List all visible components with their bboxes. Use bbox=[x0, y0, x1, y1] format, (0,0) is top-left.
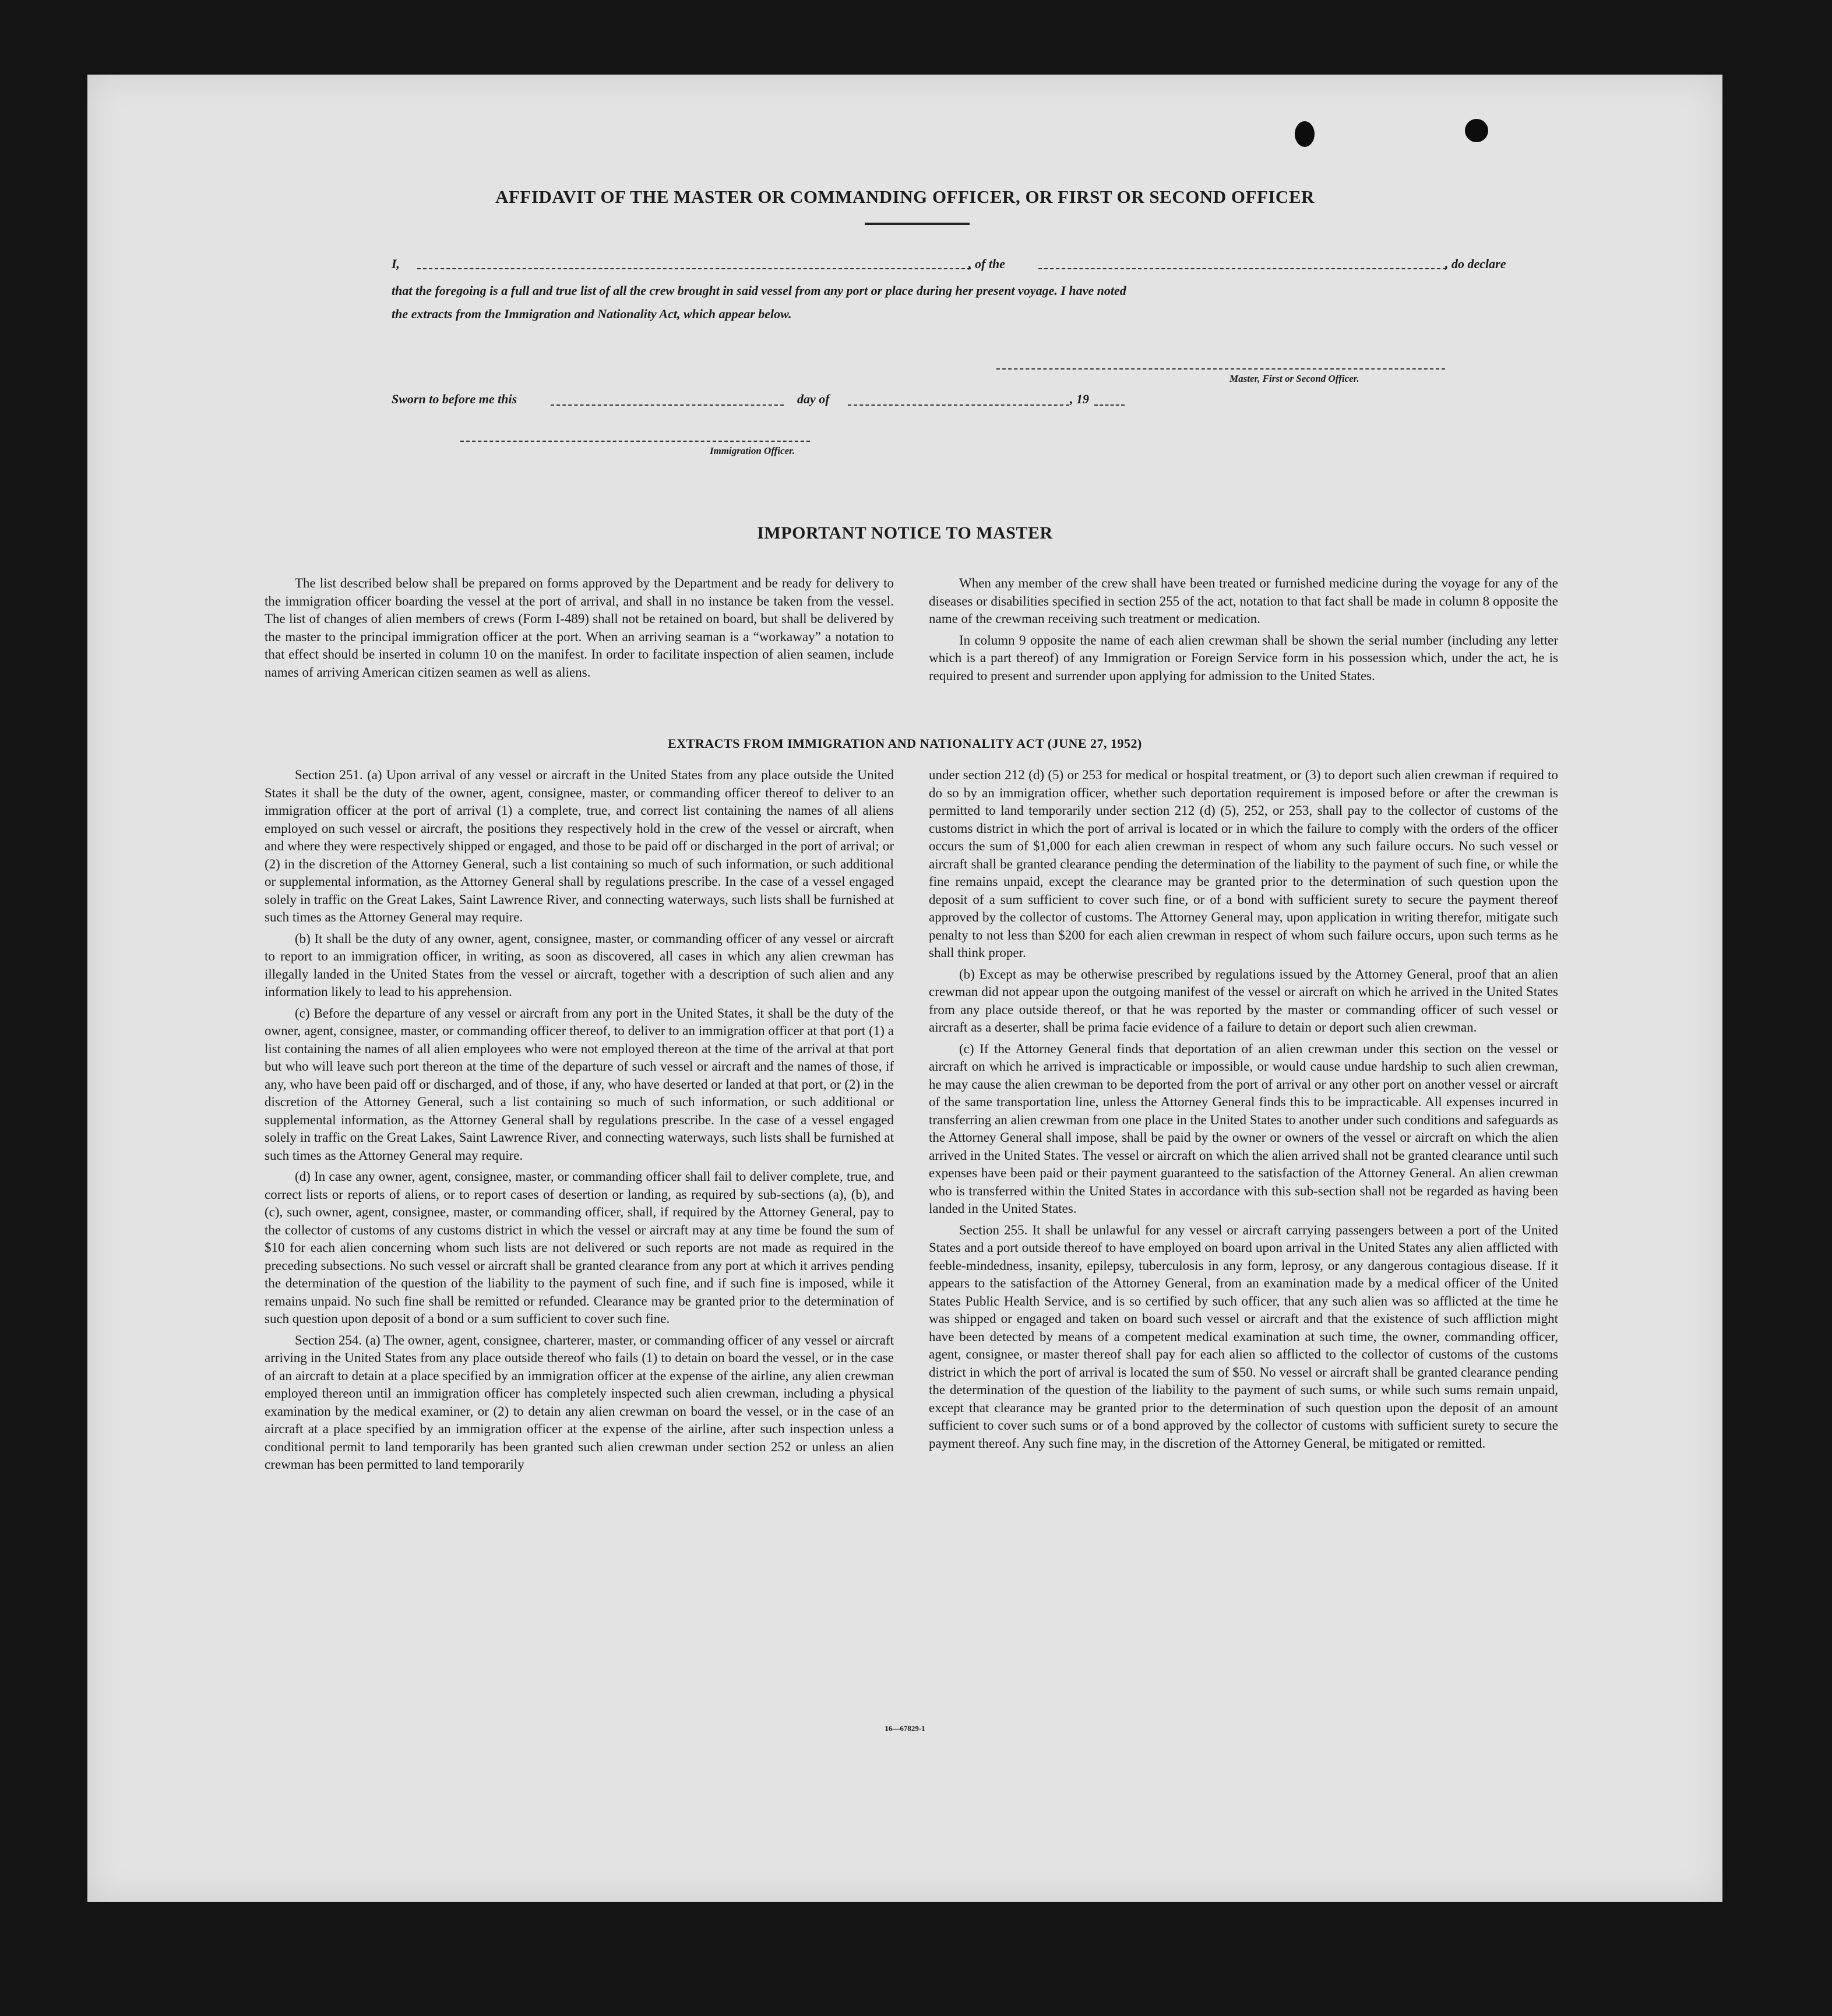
section-paragraph: (c) Before the departure of any vessel or aircraft from any port in the United States, it shall be the duty of the owner, agent, consignee, master, or commanding officer thereof, to deliver to an immigration officer at that port (1) a list containing the names of all alien employees who were not employed thereon at the time of the arrival at that port but who will leave such port thereon at the time of the departure of such vessel or aircraft and the names of those, if any, who have been paid off or discharged, and of those, if any, who have deserted or landed at that port, or (2) in the discretion of the Attorney General, such a list containing so much of such information, or such additional or supplemental information, as the Attorney General shall by regulations prescribe. In the case of a vessel engaged solely in traffic on the Great Lakes, Saint Lawrence River, and connecting waterways, such lists shall be furnished at such times as the Attorney General may require. bbox=[265, 1005, 894, 1163]
notice-title: IMPORTANT NOTICE TO MASTER bbox=[757, 523, 1053, 543]
section-paragraph: Section 254. (a) The owner, agent, consignee, charterer, master, or commanding officer of any vessel or aircraft arriving in the United States from any place outside thereof who fails (1) to detain on board the vessel, or in the case of an aircraft to detain at a place specified by an immigration officer at the expense of the airline, any alien crewman employed thereon until an immigration officer has completely inspected such alien crewman, including a physical examination by the medical examiner, or (2) to detain any alien crewman on board the vessel, or in the case of an aircraft at a place specified by an immigration officer at the expense of the airline, after such inspection unless a conditional permit to land temporarily has been granted such alien crewman under section 252 or unless an alien crewman has been permitted to land temporarily bbox=[265, 1332, 894, 1472]
affidavit-title: AFFIDAVIT OF THE MASTER OR COMMANDING OFFICER, OR FIRST OR SECOND OFFICER bbox=[495, 187, 1315, 207]
master-signature-label: Master, First or Second Officer. bbox=[1229, 373, 1359, 384]
notice-paragraph: In column 9 opposite the name of each alien crewman shall be shown the serial number (including any letter which is a part thereof) of any Immigration or Foreign Service form in his possession which, under the act, he is required to present and surrender upon applying for admission to the United States. bbox=[929, 632, 1558, 683]
sworn-day-line bbox=[551, 404, 784, 406]
affidavit-i-label: I, bbox=[392, 256, 400, 271]
extracts-left-column bbox=[265, 766, 894, 1477]
immigration-officer-label: Immigration Officer. bbox=[710, 445, 795, 456]
sworn-year-line bbox=[1094, 404, 1125, 406]
extracts-right-column bbox=[929, 766, 1558, 1456]
extracts-title: EXTRACTS FROM IMMIGRATION AND NATIONALITY ACT (JUNE 27, 1952) bbox=[668, 736, 1142, 751]
day-of-label: day of bbox=[797, 392, 830, 406]
section-paragraph: (d) In case any owner, agent, consignee, master, or commanding officer shall fail to deliver complete, true, and correct lists or reports of aliens, or to report cases of desertion or landing, as required by sub-sections (a), (b), and (c), such owner, agent, consignee, master, or commanding officer, shall, if required by the Attorney General, pay to the collector of customs of any customs district in which the vessel or aircraft may at any time be found the sum of $10 for each alien concerning whom such lists are not delivered or such reports are not made as required in the preceding subsections. No such vessel or aircraft shall be granted clearance from any port at which it arrives pending the determination of the question of the liability to the payment of such fine, and if such fine is imposed, while it remains unpaid. No such fine shall be remitted or refunded. Clearance may be granted prior to the determination of such question upon deposit of a bond or a sum sufficient to cover such fine. bbox=[265, 1169, 894, 1326]
section-paragraph: (c) If the Attorney General finds that deportation of an alien crewman under this section on the vessel or aircraft on which he arrived is impracticable or impossible, or would cause undue hardship to such alien crewman, he may cause the alien crewman to be deported from the port of arrival or any other port on another vessel or aircraft of the same transportation line, unless the Attorney General finds this to be impracticable. All expenses incurred in transferring an alien crewman from one place in the United States to another under such conditions and safeguards as the Attorney General shall impose, shall be paid by the owner or owners of the vessel or aircraft on which the alien arrived in the United States. The vessel or aircraft on which the alien arrived shall not be granted clearance until such expenses have been paid or their payment guaranteed to the satisfaction of the Attorney General. An alien crewman who is transferred within the United States in accordance with this sub-section shall not be regarded as having been landed in the United States. bbox=[929, 1041, 1558, 1216]
sworn-prefix-label: Sworn to before me this bbox=[392, 392, 517, 406]
notice-paragraph: When any member of the crew shall have been treated or furnished medicine during the voyage for any of the diseases or disabilities specified in section 255 of the act, notation to that fact shall be made in column 8 opposite the name of the crewman receiving such treatment or medication. bbox=[929, 576, 1558, 626]
document-page bbox=[87, 75, 1722, 1902]
year-prefix-label: , 19 bbox=[1070, 392, 1089, 406]
affidavit-statement-1: that the foregoing is a full and true list of all the crew brought in said vessel from any port or place during her present voyage. I have noted bbox=[392, 283, 1126, 298]
affidavit-title-rule bbox=[865, 223, 970, 225]
sworn-month-line bbox=[848, 404, 1069, 406]
section-paragraph: Section 255. It shall be unlawful for any vessel or aircraft carrying passengers between a port of the United States and a port outside thereof to have employed on board upon arrival in the United States any alien afflicted with feeble-mindedness, insanity, epilepsy, tuberculosis in any form, leprosy, or any dangerous contagious disease. If it appears to the satisfaction of the Attorney General, from an examination made by a medical officer of the United States Public Health Service, and is so certified by such officer, that any such alien was so afflicted at the time he was shipped or engaged and taken on board such vessel or aircraft and that the existence of such affliction might have been detected by means of a competent medical examination at such time, the owner, commanding officer, agent, consignee, or master thereof shall pay for each alien so afflicted to the collector of customs of the customs district in which the port of arrival is located the sum of $50. No vessel or aircraft shall be granted clearance pending the determination of the question of the liability to the payment of such sums, or while such sums remain unpaid, except that clearance may be granted prior to the determination of such question upon the deposit of an amount sufficient to cover such sums or of a bond approved by the collector of customs with sufficient surety to secure the payment thereof. Any such fine may, in the discretion of the Attorney General, be mitigated or remitted. bbox=[929, 1222, 1558, 1451]
affidavit-name-line bbox=[417, 268, 971, 269]
affidavit-of-the-label: , of the bbox=[968, 256, 1005, 271]
notice-paragraph: The list described below shall be prepared on forms approved by the Department and be ready for delivery to the immigration officer boarding the vessel at the port of arrival, and shall in no instance be taken from the vessel. The list of changes of alien members of crews (Form I-489) shall not be retained on board, but shall be delivered by the master to the principal immigration officer at the port. When an arriving seaman is a “workaway” a notation to that effect should be inserted in column 10 on the manifest. In order to facilitate inspection of alien seamen, include names of arriving American citizen seamen as well as aliens. bbox=[265, 576, 894, 680]
affidavit-statement-2: the extracts from the Immigration and Nationality Act, which appear below. bbox=[392, 307, 792, 321]
notice-right-column bbox=[929, 575, 1558, 688]
affidavit-vessel-line bbox=[1038, 268, 1446, 269]
section-paragraph: (b) Except as may be otherwise prescribed by regulations issued by the Attorney General, proof that an alien crewman did not appear upon the outgoing manifest of the vessel or aircraft on which he arrived in the United States from any place outside thereof, or that he was reported by the master or commanding officer of such vessel or aircraft as a deserter, shall be prima facie evidence of a failure to detain or deport such alien crewman. bbox=[929, 966, 1558, 1035]
section-paragraph: (b) It shall be the duty of any owner, agent, consignee, master, or commanding officer of any vessel or aircraft to report to an immigration officer, in writing, as soon as discovered, all cases in which any alien crewman has illegally landed in the United States from the vessel or aircraft, together with a description of such alien and any information likely to lead to his apprehension. bbox=[265, 931, 894, 999]
form-code: 16—67829-1 bbox=[885, 1724, 925, 1733]
master-signature-line bbox=[996, 368, 1445, 370]
affidavit-do-declare-label: , do declare bbox=[1445, 256, 1506, 271]
immigration-officer-signature-line bbox=[460, 441, 810, 442]
punch-hole-left bbox=[1295, 121, 1315, 147]
punch-hole-right bbox=[1465, 119, 1488, 142]
section-paragraph: Section 251. (a) Upon arrival of any vessel or aircraft in the United States from any place outside the United States it shall be the duty of the owner, agent, consignee, master, or commanding officer thereof to deliver to an immigration officer at the port of arrival (1) a complete, true, and correct list containing the names of all aliens employed on such vessel or aircraft, the positions they respectively hold in the crew of the vessel or aircraft, when and where they were respectively shipped or engaged, and those to be paid off or discharged in the port of arrival; or (2) in the discretion of the Attorney General, such a list containing so much of such information, or such additional or supplemental information, as the Attorney General shall by regulations prescribe. In the case of a vessel engaged solely in traffic on the Great Lakes, Saint Lawrence River, and connecting waterways, such lists shall be furnished at such times as the Attorney General may require. bbox=[265, 768, 894, 924]
notice-left-column bbox=[265, 575, 894, 685]
section-paragraph: under section 212 (d) (5) or 253 for medical or hospital treatment, or (3) to deport such alien crewman if required to do so by an immigration officer, whether such deportation requirement is imposed before or after the crewman is permitted to land temporarily under section 212 (d) (5), 252, or 253, shall pay to the collector of customs of the customs district in which the port of arrival is located or in which the failure to comply with the orders of the officer occurs the sum of $1,000 for each alien crewman in respect of whom any such failure occurs. No such vessel or aircraft shall be granted clearance pending the determination of the liability to the payment of such fine, or while the fine remains unpaid, except the clearance may be granted prior to the determination of such question upon the deposit of a sum sufficient to cover such fine, or of a bond with sufficient surety to secure the payment thereof approved by the collector of customs. The Attorney General may, upon application in writing therefor, mitigate such penalty to not less than $200 for each alien crewman in respect of whom such failure occurs, upon such terms as he shall think proper. bbox=[929, 768, 1558, 960]
